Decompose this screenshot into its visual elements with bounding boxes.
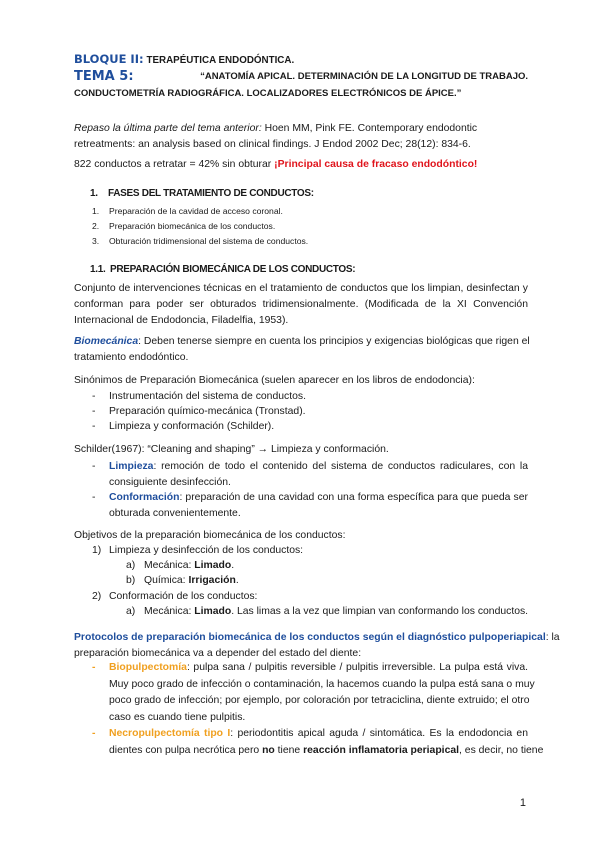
tema-label: TEMA 5: [74,69,134,84]
biopulpectomia-term: Biopulpectomía [109,662,187,673]
sinonimo-item: - Preparación químico-mecánica (Tronstad). [92,406,306,417]
protocolos-term: Protocolos de preparación biomecánica de los conductos según el diagnóstico pulpoperiapical [74,632,546,643]
tema-title-line2: CONDUCTOMETRÍA RADIOGRÁFICA. LOCALIZADORES ELECTRÓNICOS DE ÁPICE.” [74,88,462,99]
bloque-line [74,52,294,68]
conformacion-term: Conformación [109,492,180,503]
fase-item: 2. Preparación biomecánica de los conductos. [92,221,276,231]
sinonimo-item: - Limpieza y conformación (Schilder). [92,421,275,432]
sinonimo-item: - Instrumentación del sistema de conductos. [92,391,306,402]
page-number: 1 [519,797,526,809]
conformacion-definition: Conformación: preparación de una cavidad con una forma específica para que pueda ser obturada convenientemente. [109,492,528,519]
bloque-title: TERAPÉUTICA ENDODÓNTICA. [146,55,295,66]
objetivo-subitem: a) Mecánica: Limado. [126,560,235,571]
objetivo-item: 1) Limpieza y desinfección de los conductos: [92,545,304,556]
objetivo-item: 2) Conformación de los conductos: [92,591,258,602]
objetivo-subitem: a) Mecánica: Limado. Las limas a la vez que limpian van conformando los conductos. [126,606,529,617]
fases-heading: 1. FASES DEL TRATAMIENTO DE CONDUCTOS: [90,188,314,199]
objetivo-subitem: b) Química: Irrigación. [126,575,239,586]
fracaso-warning: ¡Principal causa de fracaso endodóntico! [274,159,478,170]
fase-item: 1. Preparación de la cavidad de acceso coronal. [92,206,283,216]
objetivos-intro: Objetivos de la preparación biomecánica de los conductos: [74,530,346,541]
repaso-ref2: retreatments: an analysis based on clinical findings. J Endod 2002 Dec; 28(12): 834-6. [74,139,471,150]
fase-item: 3. Obturación tridimensional del sistema de conductos. [92,236,309,246]
repaso-lead: Repaso la última parte del tema anterior: [74,123,262,134]
biomecanica-paragraph: Biomecánica: Deben tenerse siempre en cuenta los principios y exigencias biológicas que rigen el tratamiento endodóntico. [74,336,530,363]
sinonimos-intro: Sinónimos de Preparación Biomecánica (suelen aparecer en los libros de endodoncia): [74,375,475,386]
protocolos-paragraph: Protocolos de preparación biomecánica de los conductos según el diagnóstico pulpoperiapical: la preparación biomecánica va a depender del estado del diente: [74,632,560,659]
biopulpectomia-definition: Biopulpectomía: pulpa sana / pulpitis reversible / pulpitis irreversible. La pulpa está viva. Muy poco grado de infección o contaminación, la hacemos cuando la pulpa está sana o muy poco grado de infección; por ejemplo, por coloración por tetraciclina, diente extruido; el otro caso es cuando tiene pulpitis. [109,662,535,723]
schilder-line: Schilder(1967): “Cleaning and shaping” → Limpieza y conformación. [74,444,389,455]
tema-block [74,68,528,102]
limpieza-definition: Limpieza: remoción de todo el contenido del sistema de conductos radiculares, con la consiguiente desinfección. [109,461,528,488]
document-page: BLOQUE II: TERAPÉUTICA ENDODÓNTICA. TEMA 5: “ANATOMÍA APICAL. DETERMINACIÓN DE LA LONGITUD DE TRABAJO. CONDUCTOMETRÍA RADIOGRÁFICA. LOCALIZADORES ELECTRÓNICOS DE ÁPICE.” Repaso la última parte del tema anterior: Hoen MM, Pink FE. Contemporary endodontic retreatments: an analysis based on clinical findings. J Endod 2002 Dec; 28(12): 834-6. 822 conductos a retratar = 42% sin obturar ¡Principal causa de fracaso endodóntico! 1. FASES DEL TRATAMIENTO DE CONDUCTOS: 1. Preparación de la cavidad de acceso coronal. 2. Preparación biomecánica de los conductos. 3. Obturación tridimensional del sistema de conductos. 1.1. PREPARACIÓN BIOMECÁNICA DE LOS CONDUCTOS: Conjunto de intervenciones técnicas en el tratamiento de conductos que los limpian, desinfectan y conforman para poder ser obturados tridimensionalmente. (Modificada de la XI Convención Internacional de Endodoncia, Filadelfia, 1953). Biomecánica: Deben tenerse siempre en cuenta los principios y exigencias biológicas que rigen el tratamiento endodóntico. Sinónimos de Preparación Biomecánica (suelen aparecer en los libros de endodoncia): - Instrumentación del sistema de conductos. - Preparación químico-mecánica (Tronstad). - Limpieza y conformación (Schilder). Schilder(1967): “Cleaning and shaping” → Limpieza y conformación. - Limpieza: remoción de todo el contenido del sistema de conductos radiculares, con la consiguiente desinfección. - Conformación: preparación de una cavidad con una forma específica para que pueda ser obturada convenientemente. Objetivos de la preparación biomecánica de los conductos: 1) Limpieza y desinfección de los conductos: a) Mecánica: Limado. b) Química: Irrigación. 2) Conformación de los conductos: a) Mecánica: Limado. Las limas a la vez que limpian van conformando los conductos. Protocolos de preparación biomecánica de los conductos según el diagnóstico pulpoperiapical: la preparación biomecánica va a depender del estado del diente: - Biopulpectomía: pulpa sana / pulpitis reversible / pulpitis irreversible. La pulpa está viva. Muy poco grado de infección o contaminación, la hacemos cuando la pulpa está sana o muy poco grado de infección; por ejemplo, por coloración por tetraciclina, diente extruido; el otro caso es cuando tiene pulpitis. - Necropulpectomía tipo I: periodontitis apical aguda / sintomática. Es la endodoncia en dientes con pulpa necrótica pero no tiene reacción inflamatoria periapical, es decir, no tiene 1 [74,52,560,809]
tema-title-line1: “ANATOMÍA APICAL. DETERMINACIÓN DE LA LONGITUD DE TRABAJO. [200,71,528,82]
repaso-ref1: Hoen MM, Pink FE. Contemporary endodontic [261,123,478,134]
bloque-label: BLOQUE II: [74,52,144,66]
repaso-stat: 822 conductos a retratar = 42% sin obturar ¡Principal causa de fracaso endodóntico! [74,159,478,170]
repaso-block [74,121,528,153]
prep-heading: 1.1. PREPARACIÓN BIOMECÁNICA DE LOS CONDUCTOS: [90,264,356,275]
biomecanica-term: Biomecánica [74,336,139,347]
necropulpectomia-definition: Necropulpectomía tipo I: periodontitis apical aguda / sintomática. Es la endodoncia en dientes con pulpa necrótica pero no tiene reacción inflamatoria periapical, es decir, no tiene [109,728,544,756]
limpieza-term: Limpieza [109,461,154,472]
necropulpectomia-term: Necropulpectomía tipo I [109,728,231,739]
prep-definition: Conjunto de intervenciones técnicas en el tratamiento de conductos que los limpian, desinfectan y conforman para poder ser obturados tridimensionalmente. (Modificada de la XI Convención Internacional de Endodoncia, Filadelfia, 1953). [74,283,528,326]
